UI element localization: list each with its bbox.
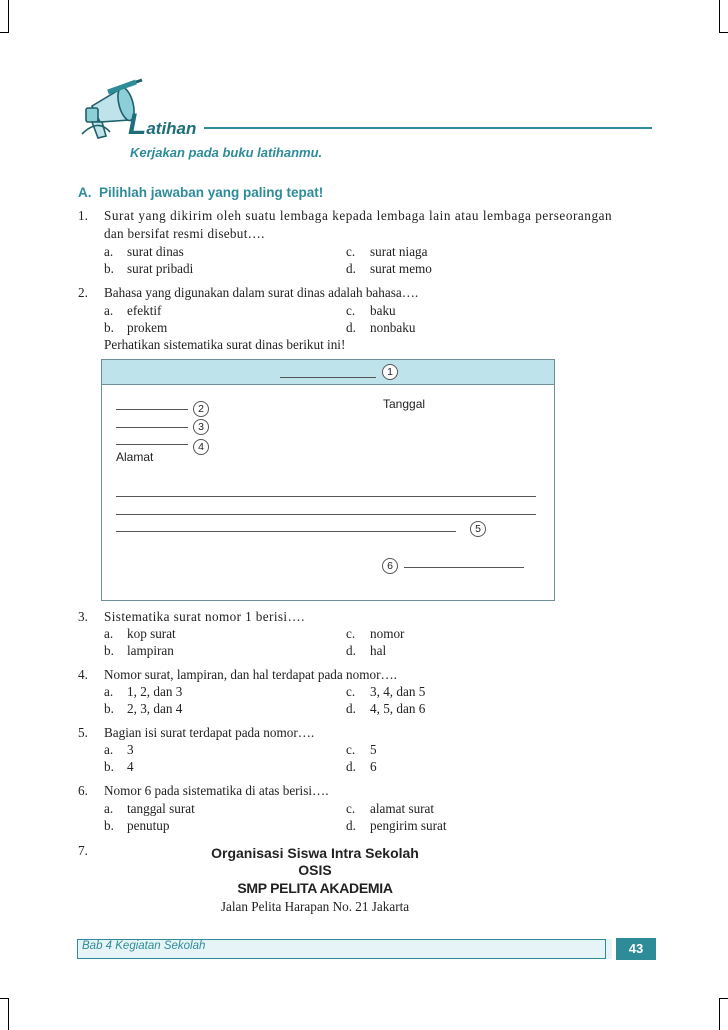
option-letter: a. xyxy=(104,801,114,816)
option-letter: c. xyxy=(346,684,356,699)
question-text: Bagian isi surat terdapat pada nomor…. xyxy=(104,725,315,740)
tanggal-label: Tanggal xyxy=(383,397,426,411)
option-letter: d. xyxy=(346,261,356,276)
blank-line xyxy=(116,444,188,445)
marker-6: 6 xyxy=(382,558,398,574)
blank-line xyxy=(116,427,188,428)
option-d[interactable]: 4, 5, dan 6 xyxy=(370,701,426,716)
option-b[interactable]: 4 xyxy=(127,759,134,774)
option-c[interactable]: baku xyxy=(370,303,396,318)
question-number: 4. xyxy=(78,667,88,682)
question-text: Surat yang dikirim oleh suatu lembaga kepada lembaga lain atau lembaga perseorangan xyxy=(104,208,613,223)
section-a-title: Pilihlah jawaban yang paling tepat! xyxy=(99,185,324,200)
blank-line xyxy=(404,567,524,568)
title-initial: L xyxy=(128,108,147,141)
option-c[interactable]: alamat surat xyxy=(370,801,435,816)
option-letter: d. xyxy=(346,818,356,833)
section-title xyxy=(128,108,196,142)
option-d[interactable]: hal xyxy=(370,643,387,658)
option-letter: a. xyxy=(104,244,114,259)
option-letter: c. xyxy=(346,742,356,757)
letter-diagram xyxy=(101,359,555,601)
crop-mark xyxy=(719,0,720,33)
marker-4: 4 xyxy=(193,439,209,455)
option-letter: c. xyxy=(346,801,356,816)
alamat-label: Alamat xyxy=(116,450,154,464)
footer-chapter: Bab 4 Kegiatan Sekolah xyxy=(82,940,206,952)
option-letter: a. xyxy=(104,742,114,757)
option-c[interactable]: 3, 4, dan 5 xyxy=(370,684,426,699)
section-a-heading xyxy=(78,185,323,200)
option-letter: b. xyxy=(104,759,114,774)
option-letter: b. xyxy=(104,261,114,276)
marker-2: 2 xyxy=(193,401,209,417)
crop-mark xyxy=(8,998,9,1030)
blank-line xyxy=(280,377,376,378)
option-d[interactable]: pengirim surat xyxy=(370,818,447,833)
marker-3: 3 xyxy=(193,419,209,435)
option-letter: b. xyxy=(104,643,114,658)
title-rule xyxy=(204,127,652,129)
option-a[interactable]: surat dinas xyxy=(127,244,184,259)
footer-gap xyxy=(606,939,612,959)
body-line xyxy=(116,496,536,497)
option-d[interactable]: surat memo xyxy=(370,261,432,276)
option-letter: d. xyxy=(346,643,356,658)
body-line xyxy=(116,514,536,515)
letterhead-org: Organisasi Siswa Intra Sekolah xyxy=(211,845,419,861)
option-a[interactable]: 1, 2, dan 3 xyxy=(127,684,183,699)
option-c[interactable]: surat niaga xyxy=(370,244,428,259)
question-number: 3. xyxy=(78,609,88,624)
option-letter: b. xyxy=(104,818,114,833)
crop-mark xyxy=(8,0,9,33)
option-a[interactable]: tanggal surat xyxy=(127,801,195,816)
marker-1: 1 xyxy=(382,364,398,380)
question-number: 5. xyxy=(78,725,88,740)
option-a[interactable]: 3 xyxy=(127,742,134,757)
crop-mark xyxy=(719,998,728,999)
option-letter: b. xyxy=(104,320,114,335)
question-text: Bahasa yang digunakan dalam surat dinas adalah bahasa…. xyxy=(104,285,419,300)
question-text: Nomor 6 pada sistematika di atas berisi…. xyxy=(104,783,329,798)
option-d[interactable]: nonbaku xyxy=(370,320,416,335)
marker-5: 5 xyxy=(470,521,486,537)
option-letter: c. xyxy=(346,244,356,259)
question-number: 6. xyxy=(78,783,88,798)
question-number: 7. xyxy=(78,843,88,858)
question-text: dan bersifat resmi disebut…. xyxy=(104,226,265,241)
option-b[interactable]: surat pribadi xyxy=(127,261,194,276)
blank-line xyxy=(116,409,188,410)
option-c[interactable]: nomor xyxy=(370,626,405,641)
question-note: Perhatikan sistematika surat dinas berikut ini! xyxy=(104,337,346,352)
crop-mark xyxy=(0,32,9,33)
letterhead-school: SMP PELITA AKADEMIA xyxy=(237,880,393,896)
option-letter: a. xyxy=(104,303,114,318)
option-letter: a. xyxy=(104,626,114,641)
body-line xyxy=(116,531,456,532)
option-c[interactable]: 5 xyxy=(370,742,377,757)
option-a[interactable]: kop surat xyxy=(127,626,176,641)
question-text: Nomor surat, lampiran, dan hal terdapat pada nomor…. xyxy=(104,667,397,682)
option-letter: c. xyxy=(346,303,356,318)
option-letter: c. xyxy=(346,626,356,641)
letterhead xyxy=(170,845,460,916)
option-b[interactable]: prokem xyxy=(127,320,168,335)
option-b[interactable]: 2, 3, dan 4 xyxy=(127,701,183,716)
crop-mark xyxy=(0,998,9,999)
option-letter: d. xyxy=(346,701,356,716)
letterhead-address: Jalan Pelita Harapan No. 21 Jakarta xyxy=(220,899,410,914)
option-letter: b. xyxy=(104,701,114,716)
question-number: 2. xyxy=(78,285,88,300)
option-a[interactable]: efektif xyxy=(127,303,162,318)
option-letter: a. xyxy=(104,684,114,699)
title-rest: atihan xyxy=(146,119,197,138)
letterhead-abbrev: OSIS xyxy=(298,862,332,878)
crop-mark xyxy=(719,32,728,33)
question-number: 1. xyxy=(78,208,88,223)
diagram-header-band xyxy=(102,360,554,385)
crop-mark xyxy=(719,998,720,1030)
question-text: Sistematika surat nomor 1 berisi…. xyxy=(104,609,305,624)
option-b[interactable]: penutup xyxy=(127,818,170,833)
option-d[interactable]: 6 xyxy=(370,759,377,774)
instruction: Kerjakan pada buku latihanmu. xyxy=(130,145,323,160)
option-b[interactable]: lampiran xyxy=(127,643,174,658)
option-letter: d. xyxy=(346,320,356,335)
section-a-label: A. xyxy=(78,185,92,200)
option-letter: d. xyxy=(346,759,356,774)
page-number: 43 xyxy=(616,938,656,960)
